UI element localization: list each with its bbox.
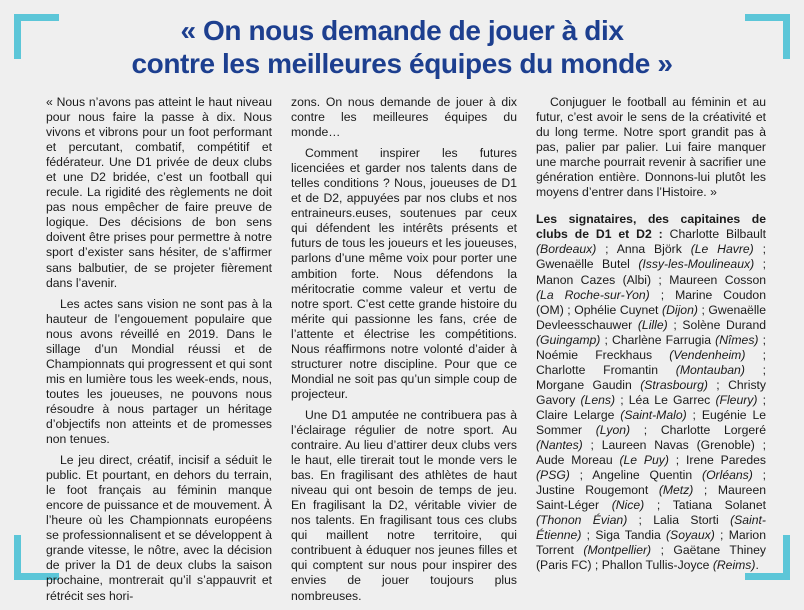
signatory-name: Charlotte Bilbault [669,227,766,242]
signatory-club: (Soyaux) [666,528,715,543]
signatory-club: (Bordeaux) [536,242,597,257]
signatory-name: Laureen Navas [601,438,689,453]
signatory-club: (Le Puy) [619,453,669,468]
paragraph: Les actes sans vision ne sont pas à la hauteur de l’engouement populaire que nous avons réveillé en 2019. Dans le sillage d’un Mondial réussi et de Championnats qui progressent et qui sont mis en lumière tous les week-ends, nous, toutes les joueuses, ne pouvons nous résoudre à nous partager un héritage d’objectifs non atteints et de promesses non tenues. [46,296,272,447]
signatory-club: (Nîmes) [715,332,759,347]
signatory-name: Aude Moreau [536,453,613,468]
signatory-club: (Lens) [580,392,616,407]
signatory-name: Angeline Quentin [592,468,693,483]
signatory-club: (OM) [536,302,564,317]
signatory-club: (Grenoble) [696,438,755,453]
signatory-name: Charlène Farrugia [612,332,712,347]
signatory-name: Siga Tandia [595,528,661,543]
signatory-name: Maureen Saint-Léger [536,483,767,513]
signatory-name: Solène Durand [682,317,766,332]
signatory-club: (Nice) [611,498,645,513]
signatory-club: (PSG) [536,468,570,483]
paragraph: Comment inspirer les futures licenciées et garder nos talents dans de telles conditions ? Nous, joueuses de D1 et de D2, appuyées par nos clubs et nos entraineurs.euses, soutenues par ceux qui défendent les intérêts présents et futurs de tous les joueurs et les joueuses, parlons d’une même voix pour porter une ambition forte. Nous défendons la méritocratie comme valeur et vertu de notre sport. C’est cette grande histoire du mérite qui passionne les fans, crée de l’attente et électrise les compétitions. Nous réaffirmons notre volonté d’aider à structurer notre discipline. Pour que ce Mondial ne soit pas qu’un simple coup de projecteur. [291,146,517,401]
corner-bracket-top-left [14,14,59,59]
signatory-club: (Saint-Étienne) [536,513,766,543]
signatory-name: Eugénie Le Sommer [536,407,767,437]
signatory-name: Gwenaëlle Butel [536,257,630,272]
article-column-3 [536,95,766,579]
signatory-name: Irene Paredes [686,453,766,468]
paragraph: Une D1 amputée ne contribuera pas à l’éclairage régulier de notre sport. Au contraire. Au lieu d’attirer deux clubs vers le haut, elle tirerait tout le monde vers le bas. En fragilisant des athlètes de haut niveau qui ont besoin de temps de jeu. En fragilisant la D2, véritable vivier de nos talents. En fragilisant tous ces clubs qui maillent notre territoire, qui contribuent à éduquer nos jeunes filles et qui comptent sur nous pour inspirer des envies de jouer toujours plus nombreuses. [291,407,517,603]
signatory-club: (Nantes) [536,438,583,453]
signatory-name: Ophélie Cuynet [574,302,659,317]
signatory-name: Maureen Cosson [669,272,767,287]
signatory-club: (Issy-les-Moulineaux) [638,257,755,272]
signatories-list [536,212,766,573]
signatory-name: Noémie Freckhaus [536,347,653,362]
signatory-club: (Fleury) [715,392,758,407]
headline [60,14,744,80]
signatory-club: (Lyon) [595,422,631,437]
signatory-club: (Lille) [637,317,668,332]
signatory-name: Marion Torrent [536,528,766,558]
signatory-name: Manon Cazes [536,272,616,287]
signatory-club: (Guingamp) [536,332,601,347]
paragraph: « Nous n’avons pas atteint le haut niveau pour nous faire la passe à dix. Nous vivons et vibrons pour un foot performant et percutant, combatif, compétitif et fédérateur. Une D1 privée de deux clubs et une D2 bridée, c’est un football qui recule. La rigidité des règlements ne doit pas nous empêcher de faire preuve de logique. Des décisions de bon sens doivent être prises pour permettre à notre sport d’exister sans hésiter, de s’affirmer sans balbutier, de se projeter fièrement dans l’avenir. [46,95,272,290]
paragraph: zons. On nous demande de jouer à dix contre les meilleures équipes du monde… [291,95,517,140]
signatory-club: (Strasbourg) [640,377,708,392]
signatory-name: Tatiana Solanet [672,498,767,513]
signatory-name: Morgane Gaudin [536,377,632,392]
signatories-names: Charlotte Bilbault (Bordeaux) ; Anna Björk (Le Havre) ; Gwenaëlle Butel (Issy-les-Moulineaux) ; Manon Cazes (Albi) ; Maureen Cosson (La Roche-sur-Yon) ; Marine Coudon (OM) ; Ophélie Cuynet (Dijon) ; Gwenaëlle Devleesschauwer (Lille) ; Solène Durand (Guingamp) ; Charlène Farrugia (Nîmes) ; Noémie Freckhaus (Vendenheim) ; Charlotte Fromantin (Montauban) ; Morgane Gaudin (Strasbourg) ; Christy Gavory (Lens) ; Léa Le Garrec (Fleury) ; Claire Lelarge (Saint-Malo) ; Eugénie Le Sommer (Lyon) ; Charlotte Lorgeré (Nantes) ; Laureen Navas (Grenoble) ; Aude Moreau (Le Puy) ; Irene Paredes (PSG) ; Angeline Quentin (Orléans) ; Justine Rougemont (Metz) ; Maureen Saint-Léger (Nice) ; Tatiana Solanet (Thonon Évian) ; Lalia Storti (Saint-Étienne) ; Siga Tandia (Soyaux) ; Marion Torrent (Montpellier) ; Gaëtane Thiney (Paris FC) ; Phallon Tullis-Joyce (Reims). [536,227,767,573]
signatory-club: (Le Havre) [690,242,754,257]
signatory-name: Christy Gavory [536,377,767,407]
signatory-name: Charlotte Fromantin [536,362,659,377]
article-column-2 [291,95,517,610]
signatory-name: Léa Le Garrec [628,392,711,407]
signatory-club: (La Roche-sur-Yon) [536,287,650,302]
paragraph: Le jeu direct, créatif, incisif a séduit le public. Et pourtant, en dehors du terrain, le foot français au féminin manque encore de puissance et de mouvement. À l’heure où les Championnats européens se professionnalisent et se développent à grande vitesse, le nôtre, avec la décision de priver la D1 de deux clubs la saison prochaine, montrerait qu’il s’appauvrit et rétrécit ses hori- [46,453,272,603]
signatory-club: (Albi) [622,272,652,287]
signatory-name: Charlotte Lorgeré [660,422,766,437]
headline-line-1: « On nous demande de jouer à dix [180,15,624,46]
signatory-name: Marine Coudon [675,287,766,302]
signatory-club: (Metz) [658,483,694,498]
signatory-name: Gwenaëlle Devleesschauwer [536,302,767,332]
paragraph: Conjuguer le football au féminin et au futur, c’est avoir le sens de la créativité et du long terme. Notre sport grandit pas à pas, palier par palier. Lui faire manquer une marche pourrait revenir à sacrifier une génération entière. Donnons-lui plutôt les moyens d’entrer dans l’Histoire. » [536,95,766,200]
corner-bracket-top-right [745,14,790,59]
article-column-1 [46,95,272,610]
headline-line-2: contre les meilleures équipes du monde » [131,48,673,79]
signatory-club: (Montauban) [675,362,745,377]
signatory-name: Claire Lelarge [536,407,615,422]
signatory-name: Lalia Storti [653,513,719,528]
signatory-club: (Vendenheim) [669,347,746,362]
signatory-name: Phallon Tullis-Joyce [601,558,710,573]
signatory-club: (Saint-Malo) [620,407,687,422]
signatory-club: (Orléans) [702,468,753,483]
signatory-name: Anna Björk [616,242,682,257]
signatory-club: (Montpellier) [583,543,652,558]
signatory-name: Gaëtane Thiney [673,543,766,558]
signatory-club: (Thonon Évian) [536,513,628,528]
signatory-club: (Reims) [712,558,756,573]
signatories-title: Les signataires, des capitaines de clubs de D1 et D2 : [536,212,766,242]
signatory-club: (Dijon) [662,302,698,317]
signatory-club: (Paris FC) [536,558,592,573]
signatory-name: Justine Rougemont [536,483,649,498]
